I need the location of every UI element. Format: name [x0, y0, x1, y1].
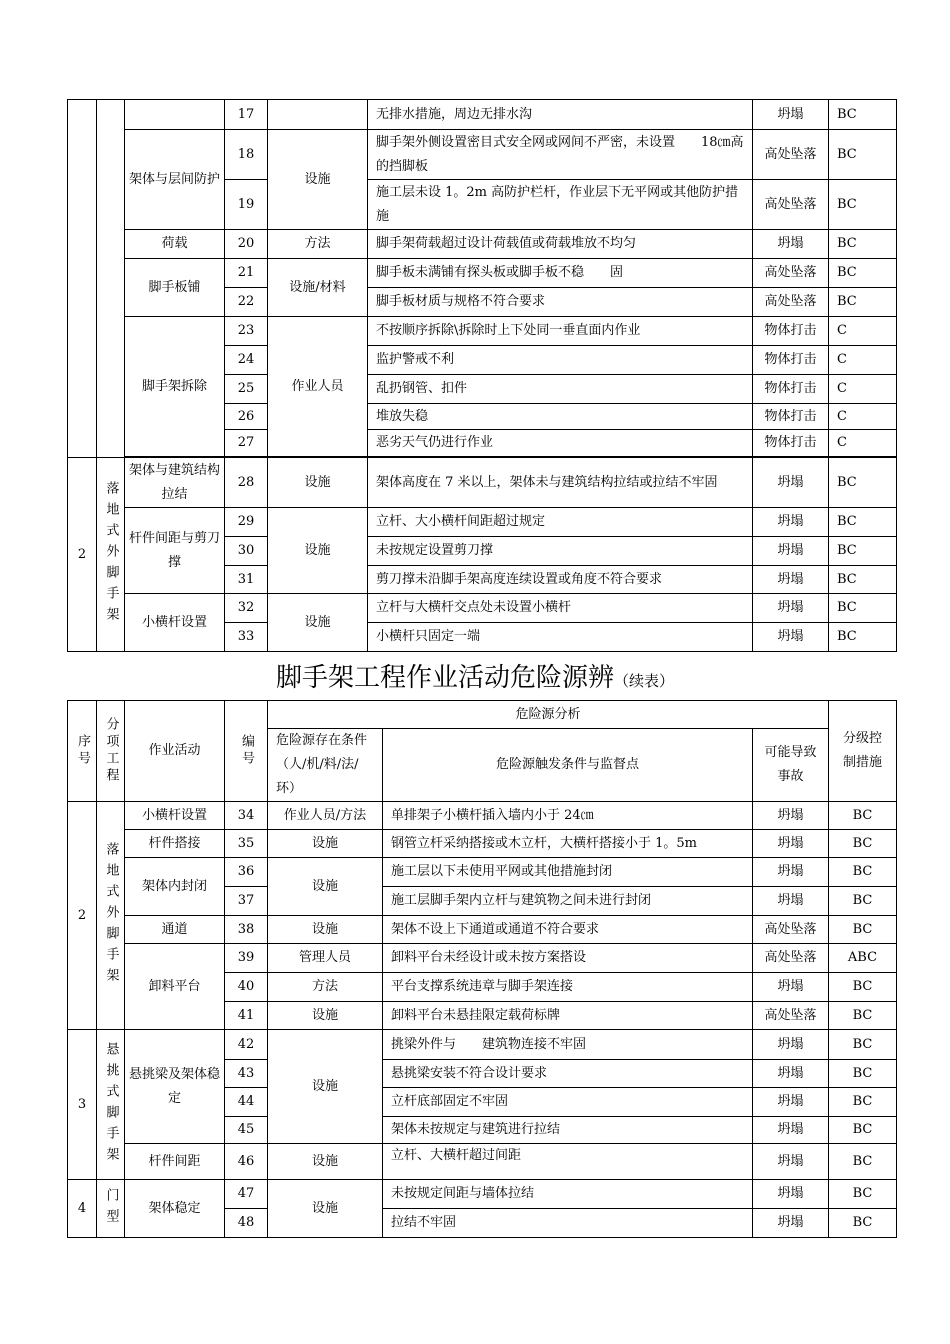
control-cell: BC — [829, 458, 897, 508]
accident-cell: 高处坠落 — [753, 916, 829, 944]
table-row — [68, 944, 897, 973]
trigger-cell: 未按规定间距与墙体拉结 — [383, 1180, 753, 1209]
trigger-cell: 恶劣天气仍进行作业 — [368, 430, 753, 457]
row-number: 35 — [225, 830, 268, 858]
trigger-cell: 立杆底部固定不牢固 — [383, 1088, 753, 1117]
trigger-cell: 脚手板未满铺有探头板或脚手板不稳 固 — [368, 259, 753, 288]
accident-cell: 高处坠落 — [753, 259, 829, 288]
control-cell: BC — [829, 288, 897, 317]
header-number: 编号 — [225, 701, 268, 802]
accident-cell: 坍塌 — [753, 566, 829, 594]
activity-cell: 架体与建筑结构拉结 — [125, 458, 225, 508]
condition-cell: 方法 — [268, 973, 383, 1002]
control-cell: BC — [829, 230, 897, 259]
row-number: 23 — [225, 317, 268, 346]
accident-cell: 坍塌 — [753, 230, 829, 259]
project-cell: 悬挑式脚手架 — [97, 1030, 125, 1180]
activity-cell: 通道 — [125, 916, 225, 944]
control-cell: BC — [829, 858, 897, 887]
condition-cell: 设施 — [268, 458, 368, 508]
condition-cell: 管理人员 — [268, 944, 383, 973]
seq-cell — [68, 100, 97, 458]
control-cell: BC — [829, 887, 897, 916]
condition-cell — [268, 100, 368, 130]
activity-cell: 杆件间距与剪刀撑 — [125, 508, 225, 594]
trigger-cell: 脚手板材质与规格不符合要求 — [368, 288, 753, 317]
row-number: 30 — [225, 537, 268, 566]
trigger-cell: 监护警戒不利 — [368, 346, 753, 375]
project-cell: 落地式外脚手架 — [97, 802, 125, 1030]
control-cell: BC — [829, 508, 897, 537]
row-number: 25 — [225, 375, 268, 404]
condition-cell: 作业人员/方法 — [268, 802, 383, 830]
control-cell: BC — [829, 916, 897, 944]
accident-cell: 坍塌 — [753, 973, 829, 1002]
accident-cell: 物体打击 — [753, 346, 829, 375]
accident-cell: 坍塌 — [753, 830, 829, 858]
accident-cell: 坍塌 — [753, 1060, 829, 1088]
header-analysis: 危险源分析 — [268, 701, 829, 729]
accident-cell: 高处坠落 — [753, 288, 829, 317]
seq-cell: 2 — [68, 802, 97, 1030]
header-activity: 作业活动 — [125, 701, 225, 802]
project-cell — [97, 100, 125, 458]
condition-cell: 设施 — [268, 594, 368, 652]
accident-cell: 高处坠落 — [753, 180, 829, 230]
trigger-cell: 立杆与大横杆交点处未设置小横杆 — [368, 594, 753, 623]
row-number: 48 — [225, 1209, 268, 1238]
activity-cell: 小横杆设置 — [125, 802, 225, 830]
trigger-cell: 平台支撑系统违章与脚手架连接 — [383, 973, 753, 1002]
condition-cell: 设施 — [268, 1180, 383, 1238]
condition-cell: 设施 — [268, 858, 383, 916]
row-number: 44 — [225, 1088, 268, 1117]
row-number: 22 — [225, 288, 268, 317]
trigger-cell: 不按顺序拆除\拆除时上下处同一垂直面内作业 — [368, 317, 753, 346]
accident-cell: 坍塌 — [753, 508, 829, 537]
control-cell: BC — [829, 830, 897, 858]
row-number: 17 — [225, 100, 268, 130]
row-number: 42 — [225, 1030, 268, 1060]
control-cell: C — [829, 404, 897, 430]
trigger-cell: 架体不设上下通道或通道不符合要求 — [383, 916, 753, 944]
control-cell: BC — [829, 537, 897, 566]
row-number: 19 — [225, 180, 268, 230]
activity-cell: 杆件间距 — [125, 1144, 225, 1180]
row-number: 18 — [225, 130, 268, 180]
control-cell: BC — [829, 100, 897, 130]
control-cell: BC — [829, 594, 897, 623]
control-cell: BC — [829, 566, 897, 594]
header-accident: 可能导致事故 — [753, 729, 829, 802]
accident-cell: 物体打击 — [753, 430, 829, 457]
row-number: 45 — [225, 1117, 268, 1144]
control-cell: BC — [829, 130, 897, 180]
table-row — [68, 1180, 897, 1209]
trigger-cell: 施工层脚手架内立杆与建筑物之间未进行封闭 — [383, 887, 753, 916]
accident-cell: 坍塌 — [753, 537, 829, 566]
control-cell: C — [829, 430, 897, 457]
control-cell: C — [829, 317, 897, 346]
accident-cell: 坍塌 — [753, 458, 829, 508]
row-number: 27 — [225, 430, 268, 457]
title-suffix: （续表） — [614, 672, 675, 690]
accident-cell: 坍塌 — [753, 1117, 829, 1144]
accident-cell: 高处坠落 — [753, 1002, 829, 1030]
row-number: 28 — [225, 458, 268, 508]
header-condition: 危险源存在条件（人/机/料/法/环） — [268, 729, 383, 802]
condition-cell: 设施 — [268, 1002, 383, 1030]
control-cell: BC — [829, 1002, 897, 1030]
activity-cell: 架体稳定 — [125, 1180, 225, 1238]
table-row — [68, 830, 897, 858]
trigger-cell: 架体高度在 7 米以上，架体未与建筑结构拉结或拉结不牢固 — [368, 458, 753, 508]
row-number: 41 — [225, 1002, 268, 1030]
header-seq: 序号 — [68, 701, 97, 802]
activity-cell: 脚手架拆除 — [125, 317, 225, 457]
accident-cell: 坍塌 — [753, 1144, 829, 1180]
table-row — [68, 858, 897, 887]
activity-cell: 荷载 — [125, 230, 225, 259]
seq-cell: 4 — [68, 1180, 97, 1238]
row-number: 21 — [225, 259, 268, 288]
row-number: 26 — [225, 404, 268, 430]
table-row — [68, 130, 897, 180]
row-number: 20 — [225, 230, 268, 259]
condition-cell: 作业人员 — [268, 317, 368, 457]
accident-cell: 高处坠落 — [753, 944, 829, 973]
trigger-cell: 悬挑梁安装不符合设计要求 — [383, 1060, 753, 1088]
accident-cell: 坍塌 — [753, 1088, 829, 1117]
trigger-cell: 未按规定设置剪刀撑 — [368, 537, 753, 566]
row-number: 29 — [225, 508, 268, 537]
trigger-cell: 施工层未设 1。2m 高防护栏杆，作业层下无平网或其他防护措施 — [368, 180, 753, 230]
condition-cell: 设施 — [268, 830, 383, 858]
page-title — [0, 660, 950, 699]
table-row — [68, 594, 897, 623]
control-cell: BC — [829, 1088, 897, 1117]
control-cell: C — [829, 346, 897, 375]
row-number: 37 — [225, 887, 268, 916]
accident-cell: 物体打击 — [753, 317, 829, 346]
trigger-cell: 立杆、大横杆超过间距 — [383, 1144, 753, 1180]
accident-cell: 坍塌 — [753, 1180, 829, 1209]
trigger-cell: 卸料平台未经设计或未按方案搭设 — [383, 944, 753, 973]
activity-cell: 卸料平台 — [125, 944, 225, 1030]
row-number: 43 — [225, 1060, 268, 1088]
trigger-cell: 脚手架荷载超过设计荷载值或荷载堆放不均匀 — [368, 230, 753, 259]
condition-cell: 设施/材料 — [268, 259, 368, 317]
control-cell: BC — [829, 1060, 897, 1088]
condition-cell: 设施 — [268, 1144, 383, 1180]
row-number: 36 — [225, 858, 268, 887]
table-row — [68, 458, 897, 508]
trigger-cell: 立杆、大小横杆间距超过规定 — [368, 508, 753, 537]
control-cell: BC — [829, 973, 897, 1002]
accident-cell: 坍塌 — [753, 100, 829, 130]
control-cell: BC — [829, 1117, 897, 1144]
table-row — [68, 508, 897, 537]
project-cell: 落地式外脚手架 — [97, 458, 125, 652]
control-cell: BC — [829, 623, 897, 652]
trigger-cell: 脚手架外侧设置密目式安全网或网间不严密，未设置 18㎝高的挡脚板 — [368, 130, 753, 180]
trigger-cell: 小横杆只固定一端 — [368, 623, 753, 652]
header-control: 分级控制措施 — [829, 701, 897, 802]
control-cell: ABC — [829, 944, 897, 973]
trigger-cell: 钢管立杆采纳搭接或木立杆，大横杆搭接小于 1。5m — [383, 830, 753, 858]
row-number: 39 — [225, 944, 268, 973]
seq-cell: 3 — [68, 1030, 97, 1180]
condition-cell: 设施 — [268, 130, 368, 230]
row-number: 47 — [225, 1180, 268, 1209]
control-cell: BC — [829, 259, 897, 288]
trigger-cell: 剪刀撑未沿脚手架高度连续设置或角度不符合要求 — [368, 566, 753, 594]
control-cell: BC — [829, 802, 897, 830]
accident-cell: 高处坠落 — [753, 130, 829, 180]
seq-cell: 2 — [68, 458, 97, 652]
header-row — [68, 701, 897, 729]
row-number: 46 — [225, 1144, 268, 1180]
accident-cell: 物体打击 — [753, 404, 829, 430]
trigger-cell: 堆放失稳 — [368, 404, 753, 430]
project-cell: 门型 — [97, 1180, 125, 1238]
trigger-cell: 单排架子小横杆插入墙内小于 24㎝ — [383, 802, 753, 830]
condition-cell: 设施 — [268, 508, 368, 594]
row-number: 33 — [225, 623, 268, 652]
accident-cell: 坍塌 — [753, 623, 829, 652]
activity-cell: 杆件搭接 — [125, 830, 225, 858]
trigger-cell: 卸料平台未悬挂限定载荷标牌 — [383, 1002, 753, 1030]
accident-cell: 坍塌 — [753, 887, 829, 916]
table-row — [68, 317, 897, 346]
activity-cell: 脚手板铺 — [125, 259, 225, 317]
trigger-cell: 乱扔钢管、扣件 — [368, 375, 753, 404]
accident-cell: 坍塌 — [753, 858, 829, 887]
row-number: 31 — [225, 566, 268, 594]
activity-cell — [125, 100, 225, 130]
accident-cell: 坍塌 — [753, 1209, 829, 1238]
row-number: 40 — [225, 973, 268, 1002]
activity-cell: 架体内封闭 — [125, 858, 225, 916]
table-row — [68, 802, 897, 830]
accident-cell: 坍塌 — [753, 802, 829, 830]
table-row — [68, 100, 897, 130]
trigger-cell: 架体未按规定与建筑进行拉结 — [383, 1117, 753, 1144]
trigger-cell: 无排水措施，周边无排水沟 — [368, 100, 753, 130]
activity-cell: 悬挑梁及架体稳定 — [125, 1030, 225, 1144]
activity-cell: 小横杆设置 — [125, 594, 225, 652]
row-number: 32 — [225, 594, 268, 623]
hazard-table-part1 — [67, 99, 897, 652]
control-cell: C — [829, 375, 897, 404]
hazard-table-part2 — [67, 700, 897, 1238]
table-row — [68, 1030, 897, 1060]
condition-cell: 方法 — [268, 230, 368, 259]
row-number: 38 — [225, 916, 268, 944]
accident-cell: 坍塌 — [753, 594, 829, 623]
activity-cell: 架体与层间防护 — [125, 130, 225, 230]
trigger-cell: 施工层以下未使用平网或其他措施封闭 — [383, 858, 753, 887]
control-cell: BC — [829, 1030, 897, 1060]
header-project: 分项工程 — [97, 701, 125, 802]
table-row — [68, 1144, 897, 1180]
control-cell: BC — [829, 1144, 897, 1180]
accident-cell: 物体打击 — [753, 375, 829, 404]
control-cell: BC — [829, 180, 897, 230]
table-row — [68, 916, 897, 944]
header-trigger: 危险源触发条件与监督点 — [383, 729, 753, 802]
condition-cell: 设施 — [268, 1030, 383, 1144]
control-cell: BC — [829, 1180, 897, 1209]
accident-cell: 坍塌 — [753, 1030, 829, 1060]
row-number: 24 — [225, 346, 268, 375]
table-row — [68, 230, 897, 259]
table-row — [68, 259, 897, 288]
control-cell: BC — [829, 1209, 897, 1238]
trigger-cell: 拉结不牢固 — [383, 1209, 753, 1238]
row-number: 34 — [225, 802, 268, 830]
title-text: 脚手架工程作业活动危险源辨 — [275, 663, 614, 693]
trigger-cell: 挑梁外件与 建筑物连接不牢固 — [383, 1030, 753, 1060]
condition-cell: 设施 — [268, 916, 383, 944]
